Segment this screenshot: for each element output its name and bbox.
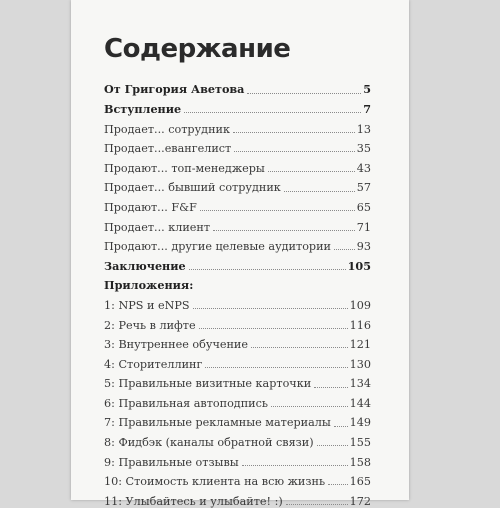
toc-entry-title: Продает... клиент (104, 220, 211, 234)
toc-entry-title: 6: Правильная автоподпись (104, 396, 268, 410)
toc-entry-title: 3: Внутреннее обучение (104, 338, 248, 352)
toc-page-number: 43 (356, 161, 371, 175)
toc-page-number: 65 (356, 200, 371, 214)
toc-page-number: 144 (349, 396, 371, 410)
dot-leader (286, 504, 348, 505)
toc-entry (104, 213, 371, 233)
toc-entry (104, 311, 371, 331)
page-title: Содержание (104, 34, 291, 64)
toc-entry-title: Заключение (104, 258, 186, 273)
dot-leader (334, 426, 348, 427)
toc-page-number: 57 (356, 181, 371, 195)
toc-entry-title: 1: NPS и eNPS (104, 298, 190, 312)
dot-leader (251, 347, 348, 348)
toc-entry-title: От Григория Аветова (104, 82, 245, 97)
toc-entry-title: 4: Сторителлинг (104, 357, 203, 371)
toc-page-number: 149 (349, 416, 371, 430)
dot-leader (328, 484, 348, 485)
toc-entry-title: 10: Стоимость клиента на всю жизнь (104, 475, 326, 489)
toc-page-number: 155 (349, 436, 371, 450)
dot-leader (205, 367, 347, 368)
toc-page-number: 165 (349, 475, 371, 489)
toc-entry-title: Вступление (104, 101, 182, 116)
toc-page-number: 121 (349, 338, 371, 352)
toc-page-number: 35 (356, 142, 371, 156)
toc-entry (104, 448, 371, 468)
dot-leader (193, 308, 348, 309)
toc-entry (104, 154, 371, 174)
dot-leader (189, 269, 346, 270)
toc-entry-title: Приложения: (104, 278, 194, 293)
toc-page-number: 105 (347, 258, 371, 273)
dot-leader (233, 132, 355, 133)
dot-leader (268, 171, 355, 172)
toc-entry (104, 252, 371, 272)
toc-page-number: 5 (363, 82, 371, 97)
toc-entry (104, 409, 371, 429)
toc-page-number: 134 (349, 377, 371, 391)
toc-entry-title: 9: Правильные отзывы (104, 455, 239, 469)
toc-page-number: 71 (356, 220, 371, 234)
dot-leader (247, 93, 361, 94)
toc-page-number: 130 (349, 357, 371, 371)
dot-leader (317, 445, 348, 446)
toc-entry-title: 8: Фидбэк (каналы обратной связи) (104, 436, 314, 450)
toc-page-number: 172 (349, 494, 371, 508)
toc-entry-title: 2: Речь в лифте (104, 318, 196, 332)
dot-leader (271, 406, 348, 407)
toc-entry (104, 135, 371, 155)
dot-leader (199, 328, 348, 329)
dot-leader (234, 151, 355, 152)
toc-entry-title: 5: Правильные визитные карточки (104, 377, 312, 391)
toc-entry (104, 233, 371, 253)
dot-leader (184, 112, 361, 113)
toc-entry-title: 7: Правильные рекламные материалы (104, 416, 331, 430)
table-of-contents (104, 76, 371, 507)
toc-entry (104, 468, 371, 488)
toc-entry (104, 194, 371, 214)
toc-entry-title: Продают... другие целевые аудитории (104, 240, 332, 254)
dot-leader (284, 191, 355, 192)
toc-entry (104, 96, 371, 116)
toc-page-number: 109 (349, 298, 371, 312)
toc-page-number: 116 (349, 318, 371, 332)
dot-leader (200, 210, 355, 211)
toc-entry (104, 487, 371, 507)
toc-entry (104, 429, 371, 449)
dot-leader (242, 465, 348, 466)
toc-entry (104, 390, 371, 410)
toc-section-heading (104, 272, 371, 292)
toc-entry (104, 370, 371, 390)
toc-entry (104, 115, 371, 135)
toc-page-number: 13 (356, 122, 371, 136)
toc-entry (104, 350, 371, 370)
toc-entry-title: Продают... F&F (104, 200, 197, 214)
dot-leader (334, 249, 355, 250)
dot-leader (314, 387, 347, 388)
toc-page-number: 93 (356, 240, 371, 254)
dot-leader (213, 230, 355, 231)
toc-entry-title: Продает...евангелист (104, 142, 232, 156)
toc-entry (104, 292, 371, 312)
toc-entry-title: Продает... сотрудник (104, 122, 230, 136)
toc-entry-title: Продают... топ-менеджеры (104, 161, 265, 175)
toc-page-number: 158 (349, 455, 371, 469)
toc-page-number: 7 (363, 101, 371, 116)
toc-entry-title: 11: Улыбайтесь и улыбайте! :) (104, 494, 283, 508)
toc-entry (104, 76, 371, 96)
toc-entry (104, 174, 371, 194)
toc-entry-title: Продает... бывший сотрудник (104, 181, 281, 195)
toc-entry (104, 331, 371, 351)
